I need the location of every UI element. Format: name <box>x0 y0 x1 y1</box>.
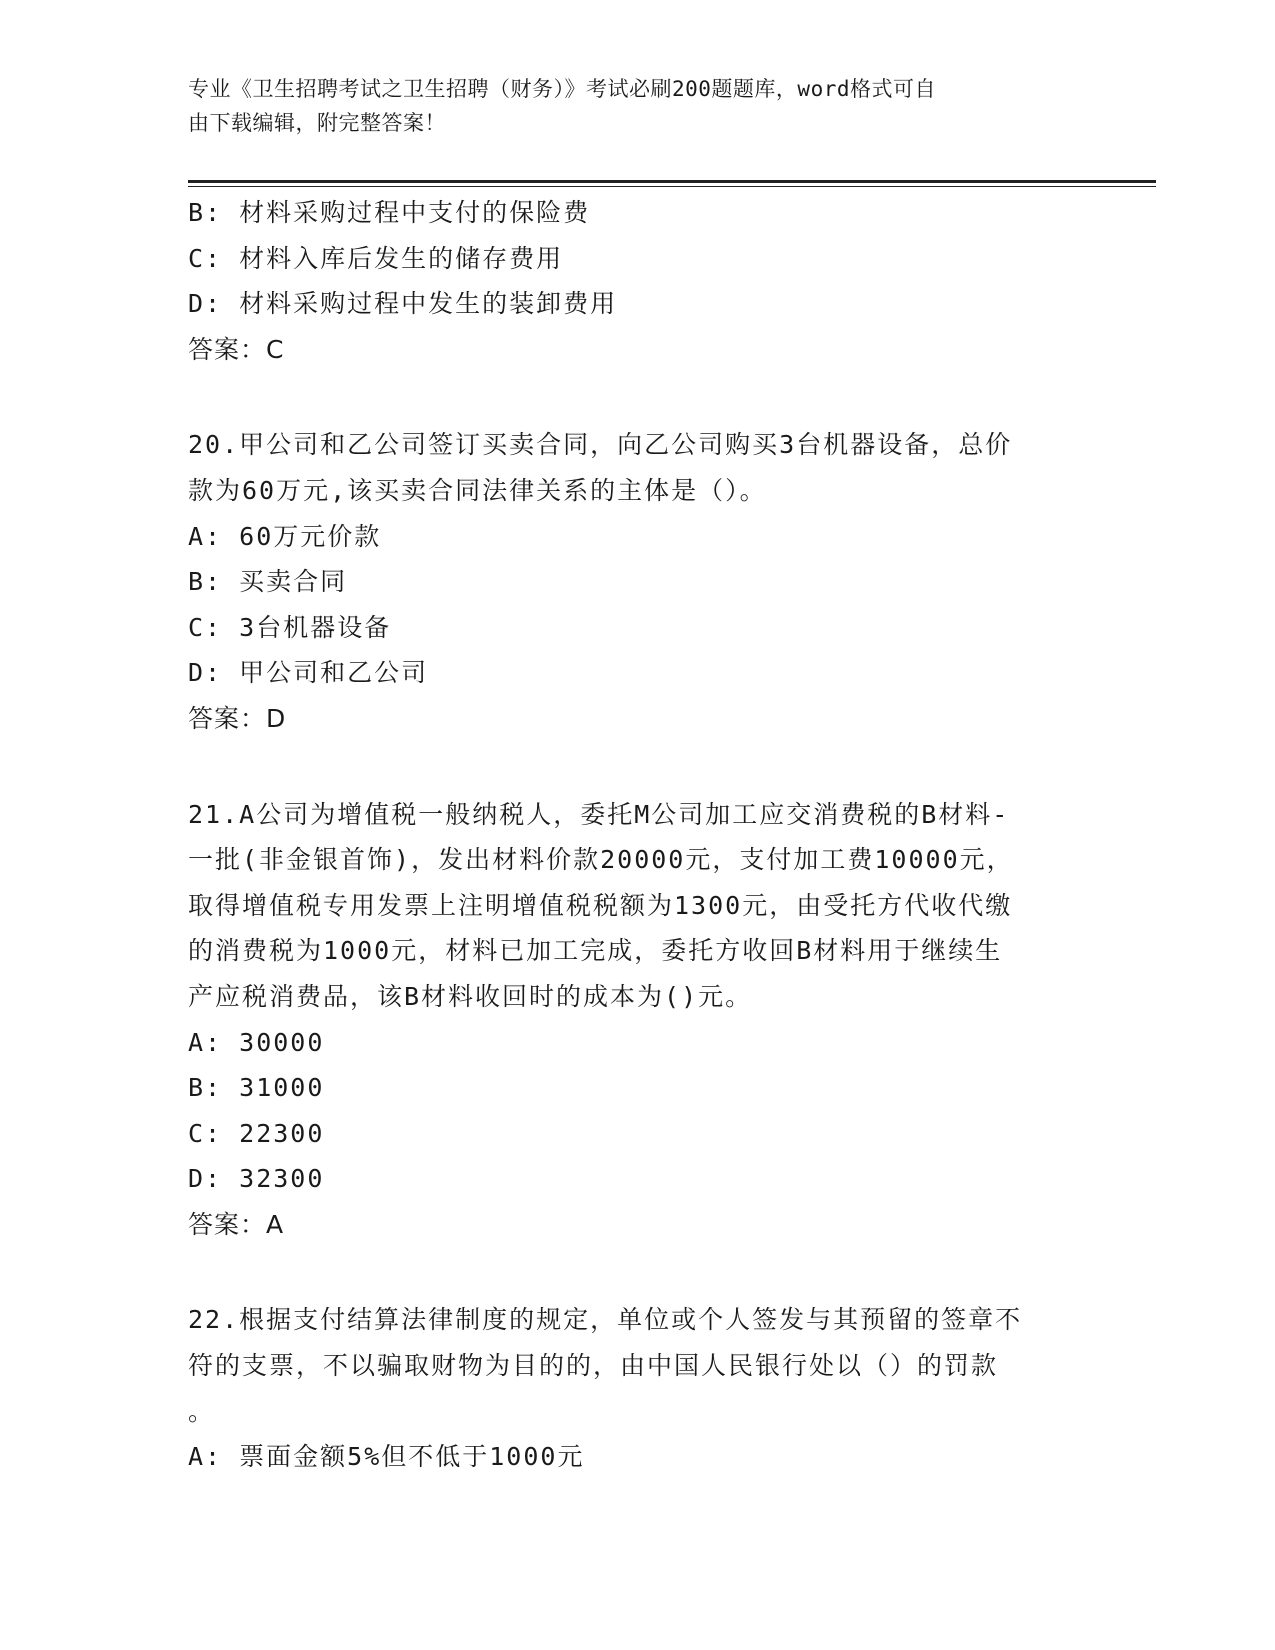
question-text: 。 <box>188 1396 216 1426</box>
answer-line: 答案：D <box>188 703 287 733</box>
question-text: 20.甲公司和乙公司签订买卖合同，向乙公司购买3台机器设备，总价 <box>188 430 1013 460</box>
answer-line: 答案：A <box>188 1209 285 1239</box>
option-c: C: 3台机器设备 <box>188 612 392 642</box>
option-a: A: 票面金额5%但不低于1000元 <box>188 1442 585 1472</box>
option-d: D: 材料采购过程中发生的装卸费用 <box>188 289 618 319</box>
option-a: A: 30000 <box>188 1027 325 1057</box>
option-d: D: 甲公司和乙公司 <box>188 658 429 688</box>
option-b: B: 买卖合同 <box>188 567 348 597</box>
question-text: 取得增值税专用发票上注明增值税税额为1300元，由受托方代收代缴 <box>188 890 1013 920</box>
question-text: 符的支票，不以骗取财物为目的的，由中国人民银行处以（）的罚款 <box>188 1351 999 1381</box>
question-text: 22.根据支付结算法律制度的规定，单位或个人签发与其预留的签章不 <box>188 1305 1023 1335</box>
option-b: B: 材料采购过程中支付的保险费 <box>188 198 591 227</box>
question-text: 的消费税为1000元，材料已加工完成，委托方收回B材料用于继续生 <box>188 936 1003 966</box>
question-text: 产应税消费品，该B材料收回时的成本为()元。 <box>188 981 753 1011</box>
answer-line: 答案：C <box>188 334 285 364</box>
option-d: D: 32300 <box>188 1164 325 1194</box>
question-text: 一批(非金银首饰)，发出材料价款20000元，支付加工费10000元， <box>188 845 1014 875</box>
header-line: 专业《卫生招聘考试之卫生招聘（财务）》考试必刷200题题库，word格式可自 <box>188 77 936 101</box>
option-c: C: 材料入库后发生的储存费用 <box>188 243 564 273</box>
header-line: 由下载编辑，附完整答案！ <box>188 111 446 135</box>
document-header <box>188 72 1068 140</box>
option-c: C: 22300 <box>188 1118 325 1148</box>
option-a: A: 60万元价款 <box>188 521 382 551</box>
document-body <box>188 190 1088 1480</box>
question-text: 21.A公司为增值税一般纳税人，委托M公司加工应交消费税的B材料- <box>188 799 1010 829</box>
option-b: B: 31000 <box>188 1073 325 1103</box>
question-text: 款为60万元,该买卖合同法律关系的主体是（）。 <box>188 475 767 505</box>
header-divider <box>188 180 1156 183</box>
header-divider <box>188 186 1156 187</box>
